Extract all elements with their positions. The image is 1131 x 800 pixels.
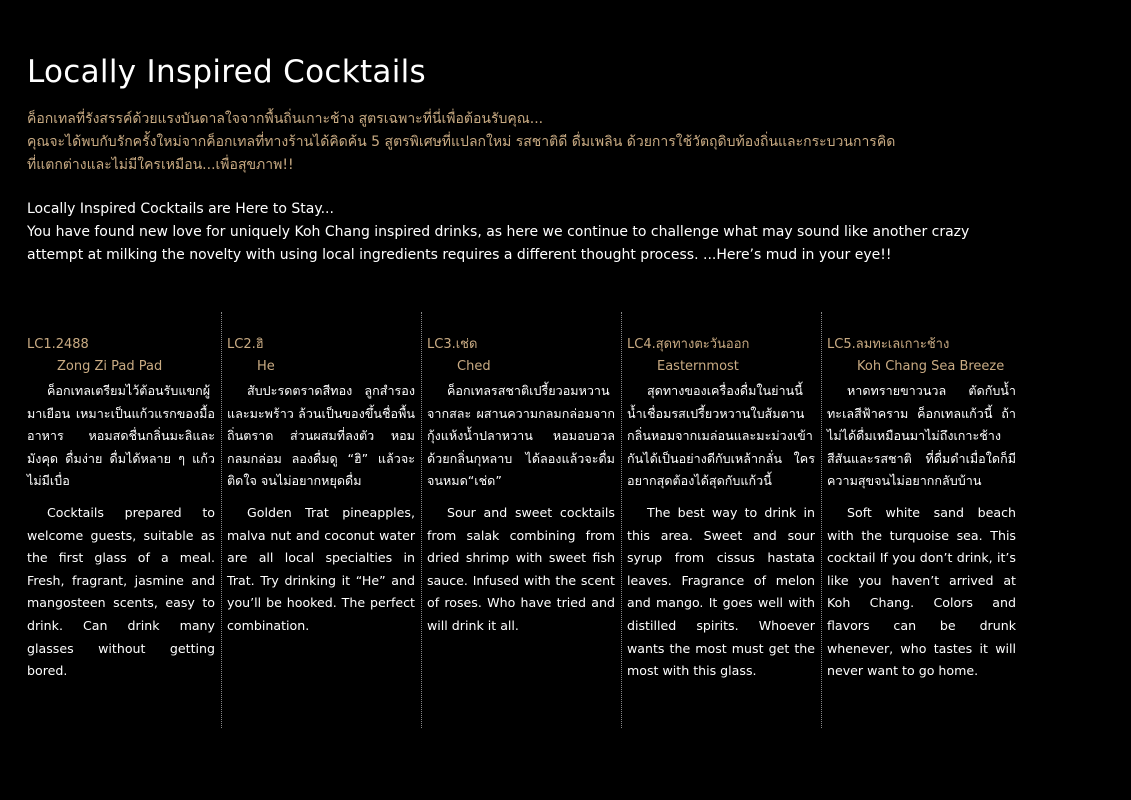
cocktail-code: LC5.ลมทะเลเกาะช้าง bbox=[827, 337, 950, 352]
intro-english-line: You have found new love for uniquely Koh Chang inspired drinks, as here we continue to challenge what may sound like another crazy bbox=[27, 224, 970, 240]
cocktail-columns bbox=[22, 312, 1024, 728]
intro-english-line: Locally Inspired Cocktails are Here to Stay... bbox=[27, 201, 334, 217]
cocktail-column bbox=[22, 312, 222, 728]
cocktail-name: Easternmost bbox=[657, 359, 739, 374]
cocktail-description-thai: ค็อกเทลเตรียมไว้ต้อนรับแขกผู้มาเยือน เหมาะเป็นแก้วแรกของมื้ออาหาร หอมสดชื่นกลิ่นมะลิและมังคุด ดื่มง่าย ดื่มได้หลาย ๆ แก้วไม่มีเบื่อ bbox=[27, 383, 215, 489]
cocktail-name: Ched bbox=[457, 359, 491, 374]
cocktail-name: Koh Chang Sea Breeze bbox=[857, 359, 1005, 374]
cocktail-description-english: Sour and sweet cocktails from salak combining from dried shrimp with sweet fish sauce. Infused with the scent of roses. Who have tried and will drink it all. bbox=[427, 504, 615, 633]
cocktail-column bbox=[222, 312, 422, 728]
cocktail-code: LC4.สุดทางตะวันออก bbox=[627, 337, 750, 352]
intro-english bbox=[27, 198, 1027, 267]
cocktail-code: LC3.เช่ด bbox=[427, 337, 478, 352]
cocktail-description-english: The best way to drink in this area. Sweet and sour syrup from cissus hastata leaves. Fragrance of melon and mango. It goes well with distilled spirits. Whoever wants the most must get the most with this glass. bbox=[627, 504, 815, 679]
intro-english-line: attempt at milking the novelty with using local ingredients requires a different thought process. ...Here’s mud in your eye!! bbox=[27, 247, 892, 263]
intro-thai-line: ที่แตกต่างและไม่มีใครเหมือน...เพื่อสุขภาพ!! bbox=[27, 157, 294, 173]
cocktail-description-thai: หาดทรายขาวนวล ตัดกับน้ำทะเลสีฟ้าคราม ค็อกเทลแก้วนี้ ถ้าไม่ได้ดื่มเหมือนมาไม่ถึงเกาะช้าง สีสันและรสชาติ ที่ดื่มดำเมื่อใดก็มีความสุขจนไม่อยากกลับบ้าน bbox=[827, 383, 1016, 489]
intro-thai bbox=[27, 108, 1027, 177]
cocktail-column bbox=[622, 312, 822, 728]
cocktail-description-thai: สับปะรดตราดสีทอง ลูกสำรอง และมะพร้าว ล้วนเป็นของขึ้นชื่อพื้นถิ่นตราด ส่วนผสมที่ลงตัว หอมกลมกล่อม ลองดื่มดู “ฮิ” แล้วจะติดใจ จนไม่อยากหยุดดื่ม bbox=[227, 383, 415, 489]
cocktail-description-english: Golden Trat pineapples, malva nut and coconut water are all local specialties in Trat. Try drinking it “He” and you’ll be hooked. The perfect combination. bbox=[227, 504, 415, 633]
cocktail-name: Zong Zi Pad Pad bbox=[57, 359, 163, 374]
cocktail-code: LC2.ฮิ bbox=[227, 337, 264, 352]
cocktail-column bbox=[422, 312, 622, 728]
intro-thai-line: คุณจะได้พบกับรักครั้งใหม่จากค็อกเทลที่ทางร้านได้คิดค้น 5 สูตรพิเศษที่แปลกใหม่ รสชาติดี ดื่มเพลิน ด้วยการใช้วัตถุดิบท้องถิ่นและกระบวนการคิด bbox=[27, 134, 896, 150]
cocktail-description-thai: สุดทางของเครื่องดื่มในย่านนี้ น้ำเชื่อมรสเปรี้ยวหวานใบส้มตาน กลิ่นหอมจากเมล่อนและมะม่วงเข้ากันได้เป็นอย่างดีกับเหล้ากลั่น ใครอยากสุดต้องได้สุดกับแก้วนี้ bbox=[627, 383, 815, 489]
cocktail-description-thai: ค็อกเทลรสชาติเปรี้ยวอมหวานจากสละ ผสานความกลมกล่อมจากกุ้งแห้งน้ำปลาหวาน หอมอบอวลด้วยกลิ่นกุหลาบ ได้ลองแล้วจะดื่มจนหมด“เช่ด” bbox=[427, 383, 615, 489]
cocktail-name: He bbox=[257, 359, 275, 374]
cocktail-column bbox=[822, 312, 1022, 728]
cocktail-description-english: Cocktails prepared to welcome guests, suitable as the first glass of a meal. Fresh, fragrant, jasmine and mangosteen scents, easy to drink. Can drink many glasses without getting bored. bbox=[27, 504, 215, 679]
cocktail-description-english: Soft white sand beach with the turquoise sea. This cocktail If you don’t drink, it’s like you haven’t arrived at Koh Chang. Colors and flavors can be drunk whenever, who tastes it will never want to go home. bbox=[827, 504, 1016, 679]
intro-thai-line: ค็อกเทลที่รังสรรค์ด้วยแรงบันดาลใจจากพื้นถิ่นเกาะช้าง สูตรเฉพาะที่นี่เพื่อต้อนรับคุณ... bbox=[27, 111, 544, 127]
cocktail-code: LC1.2488 bbox=[27, 337, 89, 352]
page-title: Locally Inspired Cocktails bbox=[27, 54, 426, 90]
